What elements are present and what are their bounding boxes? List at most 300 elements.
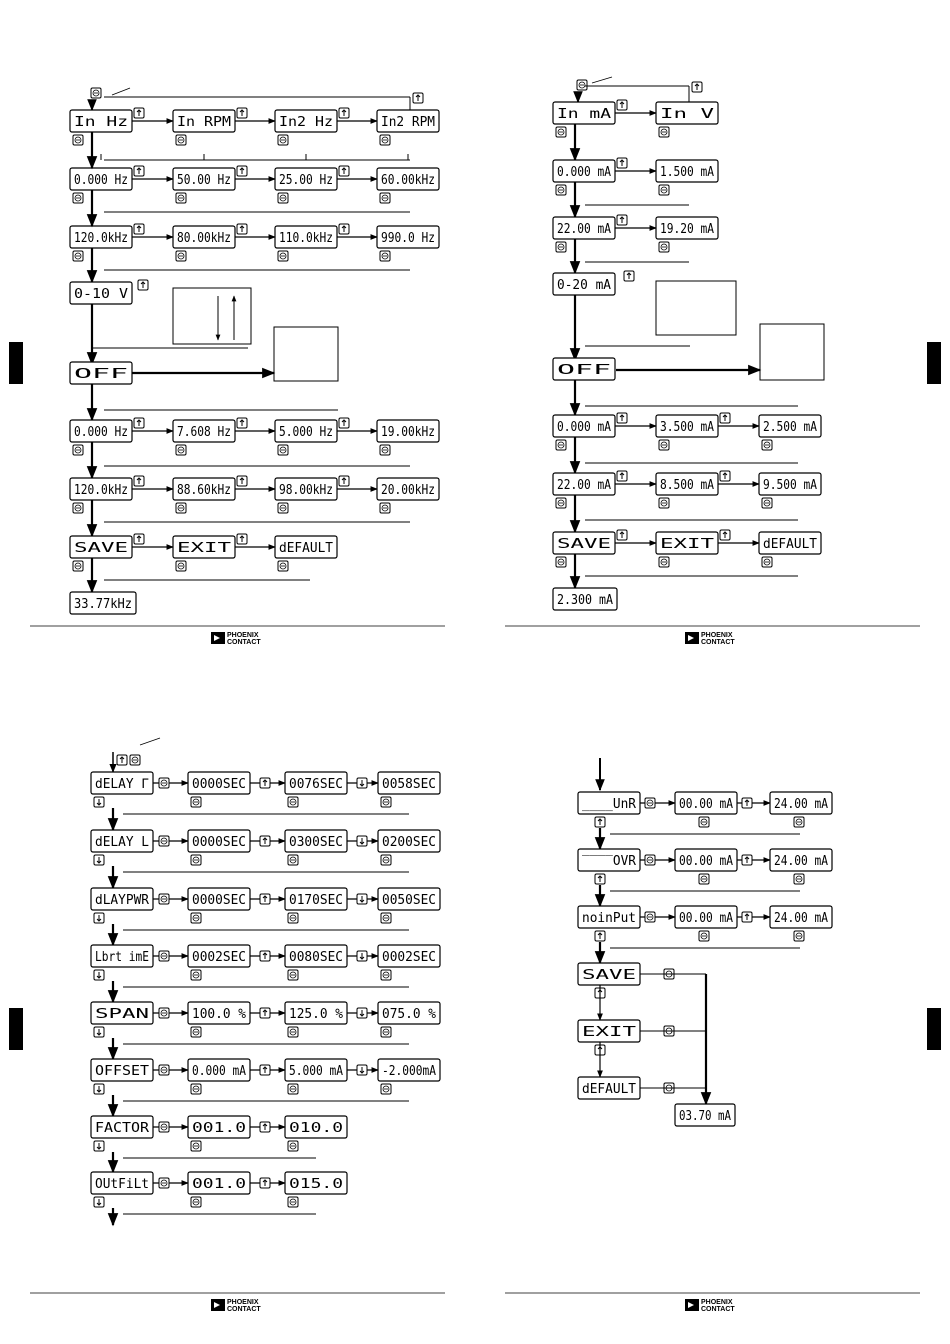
error-row-1-1 bbox=[675, 849, 737, 871]
up-key-icon bbox=[134, 224, 144, 234]
timing-row-5-2 bbox=[285, 1059, 347, 1081]
lcd-text: dEFAULT bbox=[279, 541, 334, 556]
enter-key-icon bbox=[699, 874, 709, 884]
enter-key-icon bbox=[73, 193, 83, 203]
cur-measurement bbox=[553, 588, 617, 610]
lcd-text: dEFAULT bbox=[582, 1082, 637, 1097]
error-row-1-2 bbox=[770, 849, 832, 871]
error-save-1 bbox=[578, 1020, 640, 1042]
up-key-icon bbox=[339, 476, 349, 486]
enter-key-icon bbox=[288, 1197, 298, 1207]
timing-row-1-3 bbox=[378, 830, 440, 852]
phoenix-contact-logo bbox=[685, 632, 735, 646]
up-key-icon bbox=[237, 534, 247, 544]
freq-start2-1 bbox=[173, 420, 235, 442]
enter-key-icon bbox=[73, 503, 83, 513]
freq-input-2 bbox=[275, 110, 337, 132]
timing-row-3-0 bbox=[91, 945, 153, 967]
enter-key-icon bbox=[73, 135, 83, 145]
lcd-text: 8.500 mA bbox=[660, 478, 715, 493]
enter-key-icon bbox=[556, 127, 566, 137]
chapter-tab bbox=[927, 1008, 941, 1050]
enter-key-icon bbox=[176, 445, 186, 455]
lcd-text: 03.70 mA bbox=[679, 1109, 732, 1124]
enter-key-icon bbox=[191, 1084, 201, 1094]
cur-save-1 bbox=[656, 532, 718, 554]
enter-key-icon bbox=[381, 913, 391, 923]
enter-key-icon bbox=[159, 1008, 169, 1018]
enter-key-icon bbox=[159, 1122, 169, 1132]
lcd-text: 0.000 mA bbox=[557, 420, 612, 435]
enter-key-icon bbox=[288, 970, 298, 980]
up-key-icon bbox=[742, 912, 752, 922]
lcd-text: 0170SEC bbox=[289, 893, 343, 908]
pointer-line bbox=[140, 738, 160, 745]
timing-row-7-0 bbox=[91, 1172, 153, 1194]
lcd-text: 0.000 Hz bbox=[74, 173, 128, 188]
chapter-tab bbox=[9, 1008, 23, 1050]
svg-text:CONTACT: CONTACT bbox=[701, 1306, 735, 1313]
enter-key-icon bbox=[794, 874, 804, 884]
cur-input-1 bbox=[656, 102, 718, 124]
enter-key-icon bbox=[130, 755, 140, 765]
enter-key-icon bbox=[659, 498, 669, 508]
enter-key-icon bbox=[659, 557, 669, 567]
lcd-text: 0080SEC bbox=[289, 950, 343, 965]
up-key-icon bbox=[117, 755, 127, 765]
up-key-icon bbox=[624, 271, 634, 281]
svg-text:CONTACT: CONTACT bbox=[701, 639, 735, 646]
lcd-text: Lbrt imE bbox=[95, 950, 149, 965]
lcd-text: 98.00kHz bbox=[279, 483, 333, 498]
lcd-text: 00.00 mA bbox=[679, 797, 734, 812]
lcd-text: 25.00 Hz bbox=[279, 173, 333, 188]
enter-key-icon bbox=[191, 1141, 201, 1151]
timing-row-2-3 bbox=[378, 888, 440, 910]
up-key-icon bbox=[237, 476, 247, 486]
freq-off bbox=[70, 362, 132, 384]
enter-key-icon bbox=[762, 557, 772, 567]
timing-row-3-1 bbox=[188, 945, 250, 967]
lcd-text: 0.000 mA bbox=[192, 1064, 247, 1079]
enter-key-icon bbox=[191, 855, 201, 865]
error-row-1-0 bbox=[578, 849, 640, 871]
freq-save-2 bbox=[275, 536, 337, 558]
enter-key-icon bbox=[794, 931, 804, 941]
up-key-icon bbox=[237, 108, 247, 118]
enter-key-icon bbox=[699, 817, 709, 827]
error-row-2-0 bbox=[578, 906, 640, 928]
enter-key-icon bbox=[159, 836, 169, 846]
lcd-text: FACTOR bbox=[95, 1121, 150, 1136]
up-key-icon bbox=[260, 1122, 270, 1132]
up-key-icon bbox=[742, 798, 752, 808]
timing-row-5-3 bbox=[378, 1059, 440, 1081]
enter-key-icon bbox=[94, 855, 104, 865]
freq-start2-0 bbox=[70, 420, 132, 442]
up-key-icon bbox=[260, 1008, 270, 1018]
cur-end2-2 bbox=[759, 473, 821, 495]
enter-key-icon bbox=[659, 440, 669, 450]
freq-start-3 bbox=[377, 168, 439, 190]
up-key-icon bbox=[617, 530, 627, 540]
enter-key-icon bbox=[794, 817, 804, 827]
enter-key-icon bbox=[381, 855, 391, 865]
enter-key-icon bbox=[381, 1084, 391, 1094]
enter-key-icon bbox=[659, 242, 669, 252]
svg-text:PHOENIX: PHOENIX bbox=[227, 632, 259, 639]
freq-start-2 bbox=[275, 168, 337, 190]
lcd-text: EXIT bbox=[582, 1025, 637, 1040]
enter-key-icon bbox=[73, 251, 83, 261]
enter-key-icon bbox=[556, 498, 566, 508]
lcd-text: 001.0 bbox=[192, 1121, 246, 1136]
enter-key-icon bbox=[176, 561, 186, 571]
lcd-text: 3.500 mA bbox=[660, 420, 715, 435]
enter-key-icon bbox=[91, 88, 101, 98]
enter-key-icon bbox=[94, 1197, 104, 1207]
lcd-text: 7.608 Hz bbox=[177, 425, 231, 440]
freq-end2-2 bbox=[275, 478, 337, 500]
enter-key-icon bbox=[278, 193, 288, 203]
enter-key-icon bbox=[357, 778, 367, 788]
up-key-icon bbox=[260, 1178, 270, 1188]
lcd-text: dEFAULT bbox=[763, 537, 818, 552]
enter-key-icon bbox=[176, 503, 186, 513]
lcd-text: 0000SEC bbox=[192, 835, 246, 850]
lcd-text: In mA bbox=[557, 107, 612, 122]
up-key-icon bbox=[134, 108, 144, 118]
enter-key-icon bbox=[699, 931, 709, 941]
timing-row-2-2 bbox=[285, 888, 347, 910]
phoenix-contact-logo bbox=[685, 1299, 735, 1313]
lcd-text: EXIT bbox=[177, 541, 232, 556]
lcd-text: 0000SEC bbox=[192, 893, 246, 908]
enter-key-icon bbox=[94, 1141, 104, 1151]
lcd-text: 9.500 mA bbox=[763, 478, 818, 493]
lcd-text: 010.0 bbox=[289, 1121, 343, 1136]
lcd-text: 2.300 mA bbox=[557, 593, 614, 608]
enter-key-icon bbox=[176, 135, 186, 145]
up-key-icon bbox=[595, 931, 605, 941]
freq-range bbox=[70, 282, 132, 304]
lcd-text: OFF bbox=[557, 363, 612, 378]
lcd-text: 88.60kHz bbox=[177, 483, 231, 498]
lcd-text: 2.500 mA bbox=[763, 420, 818, 435]
cur-start2-0 bbox=[553, 415, 615, 437]
phoenix-contact-logo bbox=[211, 632, 261, 646]
up-key-icon bbox=[720, 471, 730, 481]
up-key-icon bbox=[339, 418, 349, 428]
freq-start2-3 bbox=[377, 420, 439, 442]
timing-row-0-2 bbox=[285, 772, 347, 794]
timing-row-1-2 bbox=[285, 830, 347, 852]
error-row-0-0 bbox=[578, 792, 640, 814]
cur-end2-0 bbox=[553, 473, 615, 495]
timing-row-0-1 bbox=[188, 772, 250, 794]
lcd-text: 0000SEC bbox=[192, 777, 246, 792]
enter-key-icon bbox=[577, 80, 587, 90]
enter-key-icon bbox=[94, 797, 104, 807]
cur-input-0 bbox=[553, 102, 615, 124]
relay-box bbox=[760, 324, 824, 380]
up-key-icon bbox=[138, 280, 148, 290]
up-key-icon bbox=[339, 108, 349, 118]
up-key-icon bbox=[260, 778, 270, 788]
freq-start-0 bbox=[70, 168, 132, 190]
svg-text:PHOENIX: PHOENIX bbox=[701, 632, 733, 639]
lcd-text: 00.00 mA bbox=[679, 911, 734, 926]
enter-key-icon bbox=[380, 135, 390, 145]
timing-row-0-3 bbox=[378, 772, 440, 794]
error-row-2-2 bbox=[770, 906, 832, 928]
enter-key-icon bbox=[278, 445, 288, 455]
lcd-text: 0002SEC bbox=[382, 950, 436, 965]
lcd-text: In Hz bbox=[74, 115, 128, 130]
lcd-text: 24.00 mA bbox=[774, 797, 829, 812]
enter-key-icon bbox=[176, 193, 186, 203]
enter-key-icon bbox=[94, 1084, 104, 1094]
lcd-text: In2 RPM bbox=[381, 115, 436, 130]
lcd-text: ____UnR bbox=[582, 797, 637, 812]
lcd-text: noinPut bbox=[582, 911, 636, 926]
enter-key-icon bbox=[762, 440, 772, 450]
enter-key-icon bbox=[288, 1084, 298, 1094]
enter-key-icon bbox=[380, 193, 390, 203]
lcd-text: 0.000 Hz bbox=[74, 425, 128, 440]
lcd-text: 22.00 mA bbox=[557, 222, 612, 237]
lcd-text: 33.77kHz bbox=[74, 597, 132, 612]
lcd-text: dELAY L bbox=[95, 835, 150, 850]
lcd-text: 120.0kHz bbox=[74, 483, 128, 498]
svg-text:CONTACT: CONTACT bbox=[227, 639, 261, 646]
freq-save-1 bbox=[173, 536, 235, 558]
freq-measurement bbox=[70, 592, 136, 614]
enter-key-icon bbox=[278, 561, 288, 571]
up-key-icon bbox=[134, 418, 144, 428]
up-key-icon bbox=[260, 951, 270, 961]
enter-key-icon bbox=[357, 1008, 367, 1018]
up-key-icon bbox=[617, 100, 627, 110]
enter-key-icon bbox=[381, 797, 391, 807]
up-key-icon bbox=[617, 158, 627, 168]
enter-key-icon bbox=[73, 445, 83, 455]
enter-key-icon bbox=[278, 251, 288, 261]
lcd-text: SPAN bbox=[95, 1007, 149, 1022]
enter-key-icon bbox=[191, 797, 201, 807]
enter-key-icon bbox=[659, 185, 669, 195]
enter-key-icon bbox=[191, 1027, 201, 1037]
lcd-text: 100.0 % bbox=[192, 1007, 247, 1022]
svg-text:PHOENIX: PHOENIX bbox=[227, 1299, 259, 1306]
up-key-icon bbox=[260, 1065, 270, 1075]
cur-start-0 bbox=[553, 160, 615, 182]
lcd-text: 60.00kHz bbox=[381, 173, 435, 188]
timing-row-0-0 bbox=[91, 772, 153, 794]
lcd-text: 0200SEC bbox=[382, 835, 436, 850]
lcd-text: SAVE bbox=[582, 968, 636, 983]
lcd-text: dELAY Γ bbox=[95, 777, 150, 792]
enter-key-icon bbox=[191, 913, 201, 923]
pointer-line bbox=[592, 77, 612, 83]
lcd-text: 015.0 bbox=[289, 1177, 343, 1192]
enter-key-icon bbox=[278, 135, 288, 145]
enter-key-icon bbox=[288, 855, 298, 865]
enter-key-icon bbox=[159, 1065, 169, 1075]
enter-key-icon bbox=[645, 798, 655, 808]
enter-key-icon bbox=[556, 440, 566, 450]
up-key-icon bbox=[720, 530, 730, 540]
up-key-icon bbox=[720, 413, 730, 423]
lcd-text: 0300SEC bbox=[289, 835, 343, 850]
timing-row-5-0 bbox=[91, 1059, 153, 1081]
lcd-text: EXIT bbox=[660, 537, 715, 552]
enter-key-icon bbox=[159, 951, 169, 961]
error-row-2-1 bbox=[675, 906, 737, 928]
up-key-icon bbox=[617, 413, 627, 423]
enter-key-icon bbox=[357, 836, 367, 846]
up-key-icon bbox=[595, 874, 605, 884]
timing-row-2-1 bbox=[188, 888, 250, 910]
enter-key-icon bbox=[176, 251, 186, 261]
freq-start2-2 bbox=[275, 420, 337, 442]
chapter-tab bbox=[9, 342, 23, 384]
phoenix-contact-logo bbox=[211, 1299, 261, 1313]
up-key-icon bbox=[134, 476, 144, 486]
lcd-text: 0002SEC bbox=[192, 950, 246, 965]
timing-row-4-3 bbox=[378, 1002, 440, 1024]
enter-key-icon bbox=[288, 797, 298, 807]
up-key-icon bbox=[413, 93, 423, 103]
lcd-text: 24.00 mA bbox=[774, 854, 829, 869]
lcd-text: 1.500 mA bbox=[660, 165, 715, 180]
lcd-text: 125.0 % bbox=[289, 1007, 344, 1022]
enter-key-icon bbox=[380, 251, 390, 261]
freq-input-1 bbox=[173, 110, 235, 132]
lcd-text: 110.0kHz bbox=[279, 231, 333, 246]
up-key-icon bbox=[595, 817, 605, 827]
lcd-text: 22.00 mA bbox=[557, 478, 612, 493]
enter-key-icon bbox=[762, 498, 772, 508]
cur-start2-2 bbox=[759, 415, 821, 437]
relay-box bbox=[274, 327, 338, 381]
lcd-text: ‾‾‾‾OVR bbox=[582, 854, 637, 869]
up-key-icon bbox=[237, 224, 247, 234]
enter-key-icon bbox=[556, 185, 566, 195]
lcd-text: 00.00 mA bbox=[679, 854, 734, 869]
timing-row-5-1 bbox=[188, 1059, 250, 1081]
up-key-icon bbox=[260, 894, 270, 904]
lcd-text: SAVE bbox=[557, 537, 611, 552]
lcd-text: 19.20 mA bbox=[660, 222, 715, 237]
error-row-0-2 bbox=[770, 792, 832, 814]
svg-text:CONTACT: CONTACT bbox=[227, 1306, 261, 1313]
svg-text:PHOENIX: PHOENIX bbox=[701, 1299, 733, 1306]
lcd-text: 19.00kHz bbox=[381, 425, 435, 440]
up-key-icon bbox=[617, 471, 627, 481]
cur-end2-1 bbox=[656, 473, 718, 495]
timing-row-2-0 bbox=[91, 888, 153, 910]
enter-key-icon bbox=[645, 912, 655, 922]
lcd-text: 0-20 mA bbox=[557, 278, 612, 293]
cur-start2-1 bbox=[656, 415, 718, 437]
cur-start-1 bbox=[656, 160, 718, 182]
freq-input-0 bbox=[70, 110, 132, 132]
timing-row-6-2 bbox=[285, 1116, 347, 1138]
lcd-text: 0.000 mA bbox=[557, 165, 612, 180]
freq-end2-0 bbox=[70, 478, 132, 500]
lcd-text: In2 Hz bbox=[279, 115, 333, 130]
freq-end-0 bbox=[70, 226, 132, 248]
enter-key-icon bbox=[380, 503, 390, 513]
range-list-box bbox=[173, 288, 251, 344]
timing-row-4-2 bbox=[285, 1002, 347, 1024]
enter-key-icon bbox=[94, 913, 104, 923]
freq-start-1 bbox=[173, 168, 235, 190]
enter-key-icon bbox=[159, 1178, 169, 1188]
error-save-0 bbox=[578, 963, 640, 985]
lcd-text: dLAYPWR bbox=[95, 893, 150, 908]
enter-key-icon bbox=[357, 951, 367, 961]
error-measurement bbox=[675, 1104, 735, 1126]
lcd-text: 20.00kHz bbox=[381, 483, 435, 498]
range-list-box bbox=[656, 281, 736, 335]
enter-key-icon bbox=[380, 445, 390, 455]
cur-save-2 bbox=[759, 532, 821, 554]
lcd-text: 001.0 bbox=[192, 1177, 246, 1192]
up-key-icon bbox=[260, 836, 270, 846]
enter-key-icon bbox=[94, 970, 104, 980]
freq-end-2 bbox=[275, 226, 337, 248]
enter-key-icon bbox=[191, 970, 201, 980]
lcd-text: 5.000 Hz bbox=[279, 425, 333, 440]
timing-row-4-1 bbox=[188, 1002, 250, 1024]
up-key-icon bbox=[237, 418, 247, 428]
freq-end2-1 bbox=[173, 478, 235, 500]
up-key-icon bbox=[237, 166, 247, 176]
error-save-2 bbox=[578, 1077, 640, 1099]
timing-row-4-0 bbox=[91, 1002, 153, 1024]
lcd-text: In RPM bbox=[177, 115, 232, 130]
chapter-tab bbox=[927, 342, 941, 384]
lcd-text: SAVE bbox=[74, 541, 128, 556]
lcd-text: OFFSET bbox=[95, 1064, 150, 1079]
timing-row-1-1 bbox=[188, 830, 250, 852]
timing-row-3-3 bbox=[378, 945, 440, 967]
lcd-text: 0-10 V bbox=[74, 287, 129, 302]
lcd-text: 990.0 Hz bbox=[381, 231, 435, 246]
freq-end-3 bbox=[377, 226, 439, 248]
cur-range bbox=[553, 273, 615, 295]
freq-save-0 bbox=[70, 536, 132, 558]
lcd-text: OFF bbox=[74, 367, 129, 382]
freq-end-1 bbox=[173, 226, 235, 248]
lcd-text: 50.00 Hz bbox=[177, 173, 231, 188]
enter-key-icon bbox=[288, 1141, 298, 1151]
enter-key-icon bbox=[288, 1027, 298, 1037]
enter-key-icon bbox=[357, 894, 367, 904]
lcd-text: -2.000mA bbox=[382, 1064, 437, 1079]
cur-off bbox=[553, 358, 615, 380]
cur-end-0 bbox=[553, 217, 615, 239]
lcd-text: 120.0kHz bbox=[74, 231, 128, 246]
enter-key-icon bbox=[381, 970, 391, 980]
up-key-icon bbox=[134, 166, 144, 176]
freq-input-3 bbox=[377, 110, 439, 132]
up-key-icon bbox=[134, 534, 144, 544]
timing-row-6-1 bbox=[188, 1116, 250, 1138]
timing-row-1-0 bbox=[91, 830, 153, 852]
